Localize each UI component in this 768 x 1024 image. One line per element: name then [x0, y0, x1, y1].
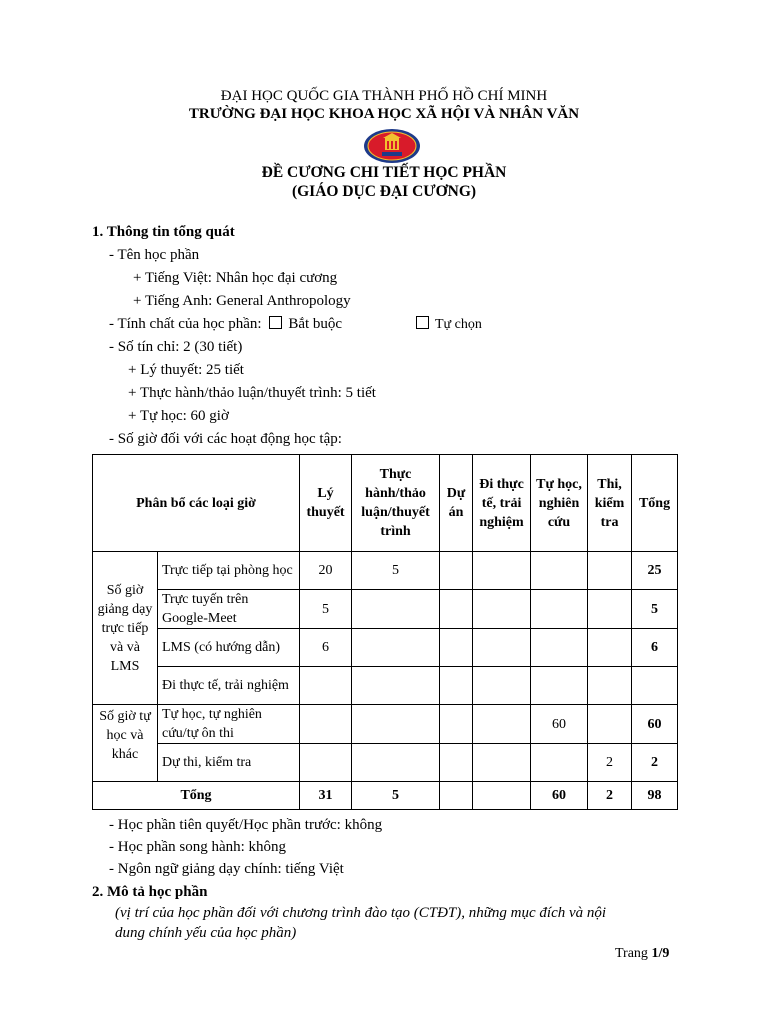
cell-self-study: [531, 629, 588, 667]
cell-field-trip: [473, 552, 531, 590]
hours-allocation-table: [92, 454, 678, 810]
cell-self-study: [531, 744, 588, 782]
option-elective-label: Tự chọn: [435, 317, 482, 332]
cell-exam: [588, 552, 632, 590]
header-self-study: Tự học, nghiên cứu: [531, 455, 588, 552]
document-title: ĐỀ CƯƠNG CHI TIẾT HỌC PHẦN: [261, 164, 507, 181]
cell-theory: [300, 667, 352, 705]
total-project: [440, 782, 473, 810]
cell-practice: 5: [352, 552, 440, 590]
university-seal-icon: [362, 128, 422, 164]
checkbox-elective[interactable]: [416, 316, 429, 329]
table-row: [93, 590, 678, 629]
table-row: [93, 667, 678, 705]
cell-self-study: 60: [531, 705, 588, 744]
row-label: Trực tuyến trên Google-Meet: [158, 590, 300, 629]
cell-project: [440, 552, 473, 590]
table-row: [93, 629, 678, 667]
group-self-study-label: Số giờ tự học và khác: [93, 705, 158, 782]
course-name-vi: + Tiếng Việt: Nhân học đại cương: [133, 270, 338, 286]
course-nature-label: - Tính chất của học phần:: [109, 316, 262, 332]
row-label: Dự thi, kiểm tra: [158, 744, 300, 782]
elective-option: [416, 316, 482, 333]
checkbox-required[interactable]: [269, 316, 282, 329]
row-label: Trực tiếp tại phòng học: [158, 552, 300, 590]
header-allocation: Phân bổ các loại giờ: [93, 455, 300, 552]
cell-total: 5: [632, 590, 678, 629]
cell-self-study: [531, 590, 588, 629]
course-name-label: - Tên học phần: [109, 247, 200, 263]
table-row: [93, 705, 678, 744]
cell-field-trip: [473, 590, 531, 629]
parallel-line: - Học phần song hành: không: [109, 839, 287, 855]
cell-self-study: [531, 667, 588, 705]
cell-project: [440, 744, 473, 782]
language-line: - Ngôn ngữ giảng dạy chính: tiếng Việt: [109, 861, 344, 877]
cell-theory: 6: [300, 629, 352, 667]
header-total: Tổng: [632, 455, 678, 552]
header-field-trip: Đi thực tế, trải nghiệm: [473, 455, 531, 552]
prerequisite-line: - Học phần tiên quyết/Học phần trước: không: [109, 817, 383, 833]
theory-line: + Lý thuyết: 25 tiết: [128, 362, 244, 378]
section-2-heading: 2. Mô tả học phần: [92, 884, 208, 900]
cell-theory: 20: [300, 552, 352, 590]
header-theory: Lý thuyết: [300, 455, 352, 552]
cell-project: [440, 629, 473, 667]
cell-practice: [352, 629, 440, 667]
cell-exam: [588, 667, 632, 705]
cell-exam: 2: [588, 744, 632, 782]
cell-exam: [588, 590, 632, 629]
page-number-value: 1/9: [651, 946, 670, 961]
cell-field-trip: [473, 629, 531, 667]
table-row: [93, 744, 678, 782]
table-total-row: [93, 782, 678, 810]
practice-line: + Thực hành/thảo luận/thuyết trình: 5 tiết: [128, 385, 376, 401]
cell-theory: [300, 705, 352, 744]
cell-project: [440, 667, 473, 705]
table-row: [93, 552, 678, 590]
cell-self-study: [531, 552, 588, 590]
header-project: Dự án: [440, 455, 473, 552]
cell-field-trip: [473, 744, 531, 782]
cell-total: 60: [632, 705, 678, 744]
cell-practice: [352, 744, 440, 782]
total-total: 98: [632, 782, 678, 810]
option-required-label: Bắt buộc: [288, 316, 343, 332]
cell-theory: 5: [300, 590, 352, 629]
course-nature-line: [109, 316, 342, 333]
course-name-en: + Tiếng Anh: General Anthropology: [133, 293, 351, 309]
cell-practice: [352, 667, 440, 705]
total-practice: 5: [352, 782, 440, 810]
cell-total: 25: [632, 552, 678, 590]
cell-field-trip: [473, 667, 531, 705]
table-header-row: [93, 455, 678, 552]
section-2-note-line-2: dung chính yếu của học phần): [115, 925, 297, 941]
cell-project: [440, 705, 473, 744]
row-label: Tự học, tự nghiên cứu/tự ôn thi: [158, 705, 300, 744]
row-label: Đi thực tế, trải nghiệm: [158, 667, 300, 705]
total-theory: 31: [300, 782, 352, 810]
cell-exam: [588, 629, 632, 667]
total-self-study: 60: [531, 782, 588, 810]
section-1-heading: 1. Thông tin tổng quát: [92, 224, 235, 240]
section-2-note-line-1: (vị trí của học phần đối với chương trình đào tạo (CTĐT), những mục đích và nội: [115, 905, 607, 921]
hours-label: - Số giờ đối với các hoạt động học tập:: [109, 431, 342, 447]
header-exam: Thi, kiểm tra: [588, 455, 632, 552]
total-field-trip: [473, 782, 531, 810]
credits-line: - Số tín chỉ: 2 (30 tiết): [109, 339, 243, 355]
total-label: Tổng: [93, 782, 300, 810]
header-practice: Thực hành/thảo luận/thuyết trình: [352, 455, 440, 552]
cell-theory: [300, 744, 352, 782]
cell-field-trip: [473, 705, 531, 744]
group-direct-label: Số giờ giảng dạy trực tiếp và và LMS: [93, 552, 158, 705]
cell-total: 2: [632, 744, 678, 782]
cell-exam: [588, 705, 632, 744]
self-study-line: + Tự học: 60 giờ: [128, 408, 229, 424]
school-name: TRƯỜNG ĐẠI HỌC KHOA HỌC XÃ HỘI VÀ NHÂN VĂN: [188, 106, 580, 122]
cell-total: [632, 667, 678, 705]
page-number: [615, 946, 669, 962]
university-name: ĐẠI HỌC QUỐC GIA THÀNH PHỐ HỒ CHÍ MINH: [220, 88, 548, 104]
cell-practice: [352, 590, 440, 629]
document-subtitle: (GIÁO DỤC ĐẠI CƯƠNG): [291, 183, 477, 200]
total-exam: 2: [588, 782, 632, 810]
row-label: LMS (có hướng dẫn): [158, 629, 300, 667]
page-prefix: Trang: [615, 946, 648, 961]
cell-project: [440, 590, 473, 629]
cell-practice: [352, 705, 440, 744]
cell-total: 6: [632, 629, 678, 667]
